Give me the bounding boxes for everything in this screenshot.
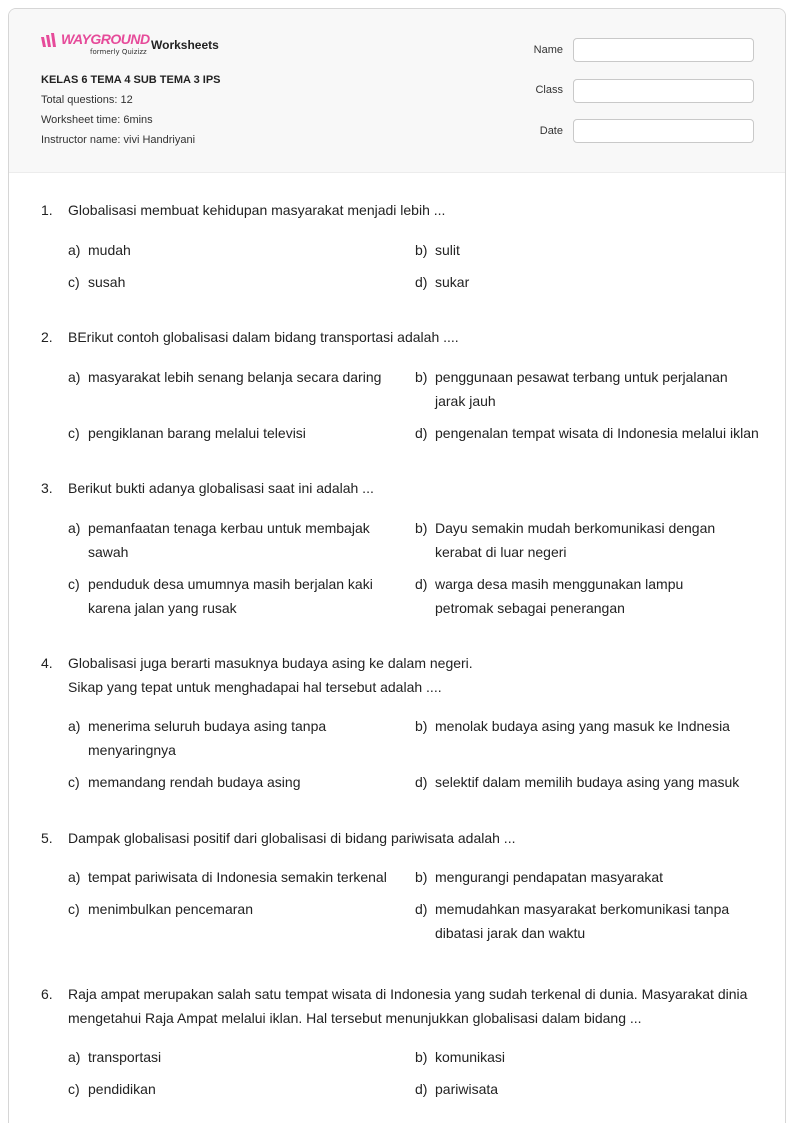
option-text: mengurangi pendapatan masyarakat bbox=[435, 869, 664, 885]
option-text: memandang rendah budaya asing bbox=[88, 774, 301, 790]
option-letter: c) bbox=[68, 425, 80, 441]
option-letter: d) bbox=[415, 425, 428, 441]
option-text: pemanfaatan tenaga kerbau untuk membajak sawah bbox=[88, 520, 370, 560]
option-text: pariwisata bbox=[435, 1081, 499, 1097]
option-text: pendidikan bbox=[88, 1081, 156, 1097]
option-text: menolak budaya asing yang masuk ke Indnesia bbox=[435, 718, 730, 734]
option-text: menerima seluruh budaya asing tanpa menyaringnya bbox=[88, 718, 327, 758]
option-letter: a) bbox=[68, 369, 81, 385]
option-text: tempat pariwisata di Indonesia semakin terkenal bbox=[88, 869, 387, 885]
question-number: 6. bbox=[41, 986, 53, 1002]
option-letter: d) bbox=[415, 901, 428, 917]
option-letter: d) bbox=[415, 274, 428, 290]
total-questions: Total questions: 12 bbox=[41, 94, 133, 106]
option-letter: c) bbox=[68, 274, 80, 290]
option-text: warga desa masih menggunakan lampu petromak sebagai penerangan bbox=[435, 576, 684, 616]
option-letter: c) bbox=[68, 901, 80, 917]
option-text: pengiklanan barang melalui televisi bbox=[88, 425, 306, 441]
option-letter: b) bbox=[415, 869, 428, 885]
option-letter: b) bbox=[415, 1049, 428, 1065]
worksheet-title: KELAS 6 TEMA 4 SUB TEMA 3 IPS bbox=[41, 74, 221, 86]
option-text: penduduk desa umumnya masih berjalan kaki karena jalan yang rusak bbox=[88, 576, 373, 616]
option-letter: c) bbox=[68, 774, 80, 790]
option-text: Dayu semakin mudah berkomunikasi dengan kerabat di luar negeri bbox=[435, 520, 716, 560]
date-field[interactable] bbox=[573, 119, 754, 143]
option-text: menimbulkan pencemaran bbox=[88, 901, 253, 917]
option-letter: d) bbox=[415, 774, 428, 790]
question-text-line-1: Globalisasi juga berarti masuknya budaya asing ke dalam negeri. bbox=[68, 655, 473, 671]
class-field[interactable] bbox=[573, 79, 754, 103]
date-label: Date bbox=[539, 125, 563, 137]
question-number: 2. bbox=[41, 329, 53, 345]
option-text: sukar bbox=[435, 274, 470, 290]
question-text: BErikut contoh globalisasi dalam bidang transportasi adalah .... bbox=[68, 329, 459, 345]
wayground-logo bbox=[41, 31, 150, 58]
option-letter: d) bbox=[415, 1081, 428, 1097]
question-number: 5. bbox=[41, 830, 53, 846]
option-letter: d) bbox=[415, 576, 428, 592]
worksheet-header bbox=[9, 9, 785, 173]
option-letter: b) bbox=[415, 718, 428, 734]
option-text: memudahkan masyarakat berkomunikasi tanpa dibatasi jarak dan waktu bbox=[435, 901, 730, 941]
option-text: susah bbox=[88, 274, 126, 290]
class-label: Class bbox=[535, 84, 563, 96]
name-label: Name bbox=[533, 44, 563, 56]
question-text: Berikut bukti adanya globalisasi saat ini adalah ... bbox=[68, 480, 374, 496]
question-text: Raja ampat merupakan salah satu tempat wisata di Indonesia yang sudah terkenal di dunia. Masyarakat dinia mengetahui Raja Ampat melalui iklan. Hal tersebut menunjukkan globalisasi dalam bidang ... bbox=[68, 986, 748, 1026]
option-text: mudah bbox=[88, 242, 131, 258]
logo-mark-icon bbox=[41, 33, 62, 47]
question-number: 1. bbox=[41, 202, 53, 218]
logo-subtitle: formerly Quizizz bbox=[90, 48, 147, 56]
option-text: penggunaan pesawat terbang untuk perjalanan jarak jauh bbox=[435, 369, 728, 409]
option-letter: a) bbox=[68, 1049, 81, 1065]
question-text: Dampak globalisasi positif dari globalisasi di bidang pariwisata adalah ... bbox=[68, 830, 516, 846]
instructor-name: Instructor name: vivi Handriyani bbox=[41, 134, 196, 146]
option-text: masyarakat lebih senang belanja secara daring bbox=[88, 369, 382, 385]
option-letter: c) bbox=[68, 576, 80, 592]
option-text: selektif dalam memilih budaya asing yang masuk bbox=[435, 774, 740, 790]
option-letter: b) bbox=[415, 369, 428, 385]
option-letter: a) bbox=[68, 718, 81, 734]
question-number: 3. bbox=[41, 480, 53, 496]
worksheet-time: Worksheet time: 6mins bbox=[41, 114, 153, 126]
option-text: transportasi bbox=[88, 1049, 162, 1065]
option-text: komunikasi bbox=[435, 1049, 506, 1065]
option-letter: b) bbox=[415, 242, 428, 258]
worksheet-page bbox=[8, 8, 786, 1123]
option-letter: a) bbox=[68, 520, 81, 536]
logo-wordmark: WAYGROUND bbox=[61, 31, 150, 47]
option-text: pengenalan tempat wisata di Indonesia melalui iklan bbox=[435, 425, 759, 441]
option-letter: a) bbox=[68, 869, 81, 885]
question-number: 4. bbox=[41, 655, 53, 671]
option-letter: a) bbox=[68, 242, 81, 258]
option-letter: b) bbox=[415, 520, 428, 536]
option-letter: c) bbox=[68, 1081, 80, 1097]
name-field[interactable] bbox=[573, 38, 754, 62]
question-text-line-2: Sikap yang tepat untuk menghadapai hal tersebut adalah .... bbox=[68, 679, 442, 695]
doc-type-label: Worksheets bbox=[151, 38, 219, 52]
option-text: sulit bbox=[435, 242, 460, 258]
question-text: Globalisasi membuat kehidupan masyarakat menjadi lebih ... bbox=[68, 202, 446, 218]
